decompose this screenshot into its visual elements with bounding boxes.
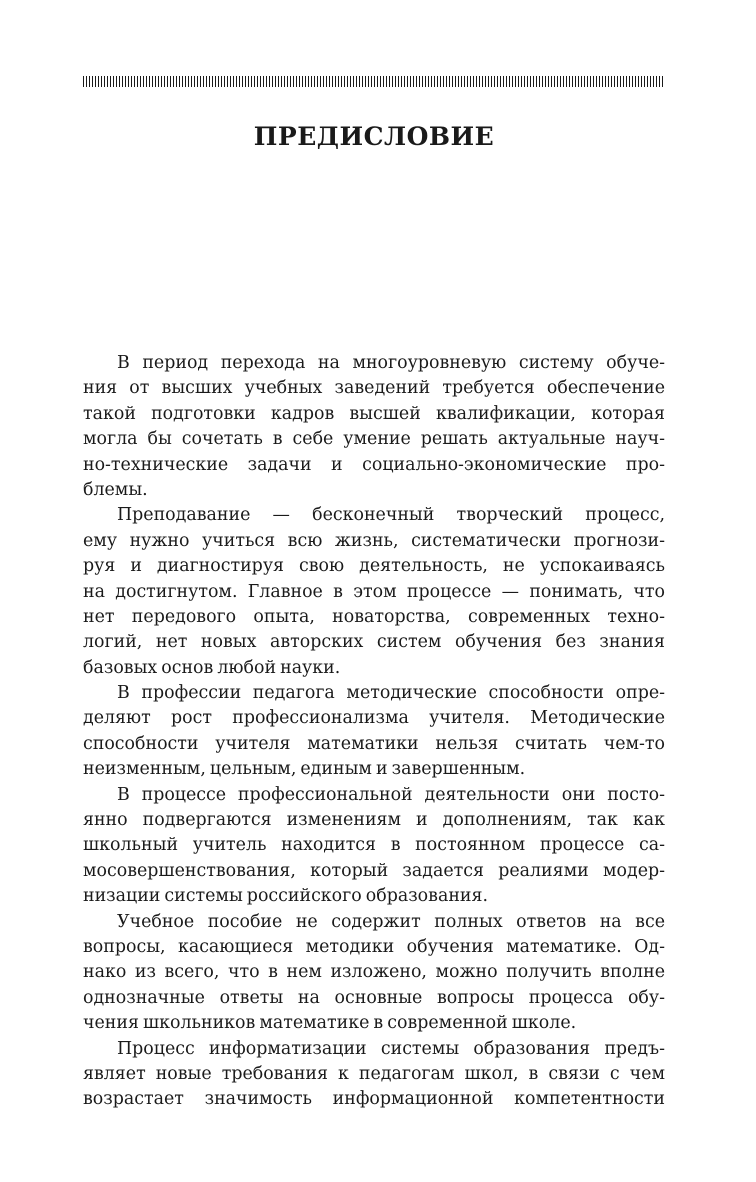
text-line: однозначные ответы на основные вопросы процесса обу- — [83, 987, 665, 1008]
paragraph — [83, 783, 665, 910]
paragraph — [83, 503, 665, 681]
book-page — [83, 0, 665, 1182]
text-line: мосовершенствования, который задается реалиями модер- — [83, 860, 665, 881]
text-line: В профессии педагога методические способности опре- — [117, 683, 665, 704]
text-line: чения школьников математике в современной школе. — [83, 1013, 577, 1034]
text-line: на достигнутом. Главное в этом процессе — понимать, что — [83, 581, 665, 602]
text-line: блемы. — [83, 479, 148, 500]
text-line: янно подвергаются изменениям и дополнениям, так как — [83, 810, 665, 831]
text-line: ему нужно учиться всю жизнь, систематически прогнози- — [83, 530, 665, 551]
text-line: логий, нет новых авторских систем обучения без знания — [83, 632, 665, 653]
header-rule — [83, 76, 665, 87]
text-line: неизменным, цельным, единым и завершенным. — [83, 759, 526, 780]
text-line: такой подготовки кадров высшей квалификации, которая — [83, 403, 665, 424]
text-line: способности учителя математики нельзя считать чем-то — [83, 733, 665, 754]
text-line: Преподавание — бесконечный творческий процесс, — [117, 505, 665, 526]
page-title: ПРЕДИСЛОВИЕ — [253, 122, 495, 151]
text-line: являет новые требования к педагогам школ, в связи с чем — [83, 1063, 665, 1084]
text-line: нет передового опыта, новаторства, современных техно- — [83, 606, 665, 627]
text-line: Процесс информатизации системы образования предъ- — [117, 1038, 665, 1059]
text-line: вопросы, касающиеся методики обучения математике. Од- — [83, 936, 665, 957]
body-text — [83, 351, 665, 1113]
paragraph — [83, 681, 665, 783]
text-line: нако из всего, что в нем изложено, можно получить вполне — [83, 962, 665, 983]
text-line: Учебное пособие не содержит полных ответов на все — [117, 911, 665, 932]
text-line: руя и диагностируя свою деятельность, не успокаиваясь — [83, 556, 665, 577]
text-line: ния от высших учебных заведений требуется обеспечение — [83, 378, 665, 399]
text-line: деляют рост профессионализма учителя. Методические — [83, 708, 665, 729]
text-line: базовых основ любой науки. — [83, 657, 341, 678]
text-line: могла бы сочетать в себе умение решать актуальные науч- — [83, 429, 665, 450]
paragraph — [83, 1037, 665, 1113]
text-line: школьный учитель находится в постоянном процессе са- — [83, 835, 665, 856]
paragraph — [83, 351, 665, 503]
text-line: низации системы российского образования. — [83, 886, 488, 907]
text-line: В процессе профессиональной деятельности они посто- — [117, 784, 665, 805]
text-line: возрастает значимость информационной компетентности — [83, 1089, 665, 1110]
text-line: но-технические задачи и социально-экономические про- — [83, 454, 665, 475]
paragraph — [83, 910, 665, 1037]
text-line: В период перехода на многоуровневую систему обуче- — [117, 353, 665, 373]
